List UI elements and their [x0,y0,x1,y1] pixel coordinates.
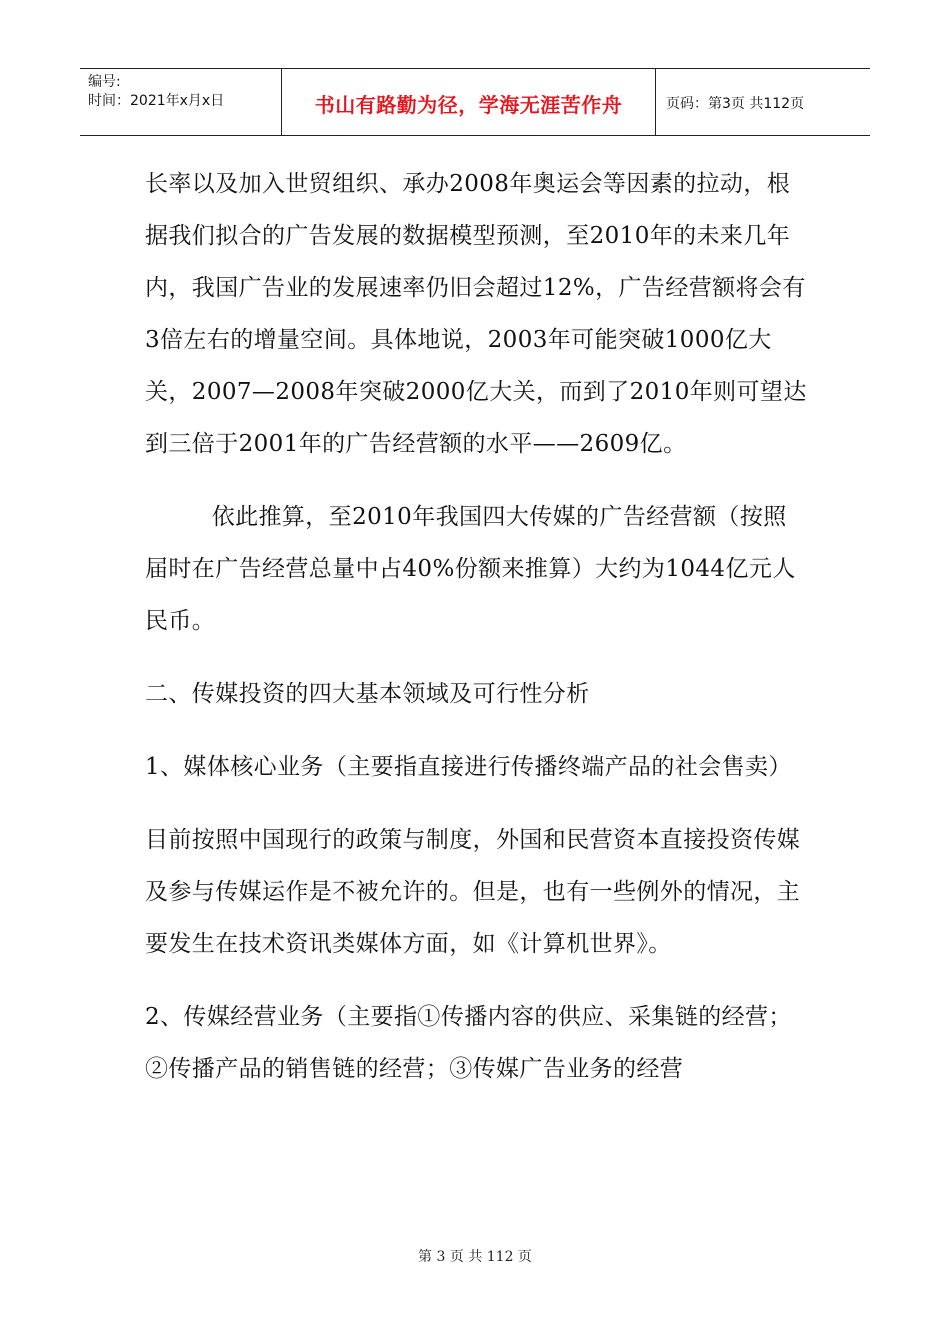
footer-page-number: 第 3 页 共 112 页 [418,1249,532,1265]
header-number-label: 编号: [88,74,121,90]
paragraph-ad-growth: 长率以及加入世贸组织、承办2008年奥运会等因素的拉动，根据我们拟合的广告发展的数据模型预测，至2010年的未来几年内，我国广告业的发展速率仍旧会超过12%，广告经营额将会有3倍左右的增量空间。具体地说，2003年可能突破1000亿大关，2007—2008年突破2000亿大关，而到了2010年则可望达到三倍于2001年的广告经营额的水平——2609亿。 [145,171,807,457]
paragraph-policy: 目前按照中国现行的政策与制度，外国和民营资本直接投资传媒及参与传媒运作是不被允许的。但是，也有一些例外的情况，主要发生在技术资讯类媒体方面，如《计算机世界》。 [145,827,801,957]
header-motto: 书山有路勤为径，学海无涯苦作舟 [314,92,623,117]
document-header [80,68,870,136]
document-body [145,158,810,1116]
header-page-cell [656,69,870,135]
page-footer [0,1246,950,1266]
section-heading: 二、传媒投资的四大基本领域及可行性分析 [145,681,590,707]
subsection-heading-operations: 2、传媒经营业务（主要指①传播内容的供应、采集链的经营；②传播产品的销售链的经营；③传媒广告业务的经营 [145,1004,792,1082]
subsection-heading-core-business: 1、媒体核心业务（主要指直接进行传播终端产品的社会售卖） [145,754,792,780]
header-motto-cell [282,69,656,135]
header-page-info: 页码：第3页 共112页 [666,96,805,112]
header-time-label: 时间：2021年x月x日 [88,93,225,109]
paragraph-estimate: 依此推算，至2010年我国四大传媒的广告经营额（按照届时在广告经营总量中占40%份额来推算）大约为1044亿元人民币。 [145,504,796,634]
header-meta-cell [80,69,282,135]
